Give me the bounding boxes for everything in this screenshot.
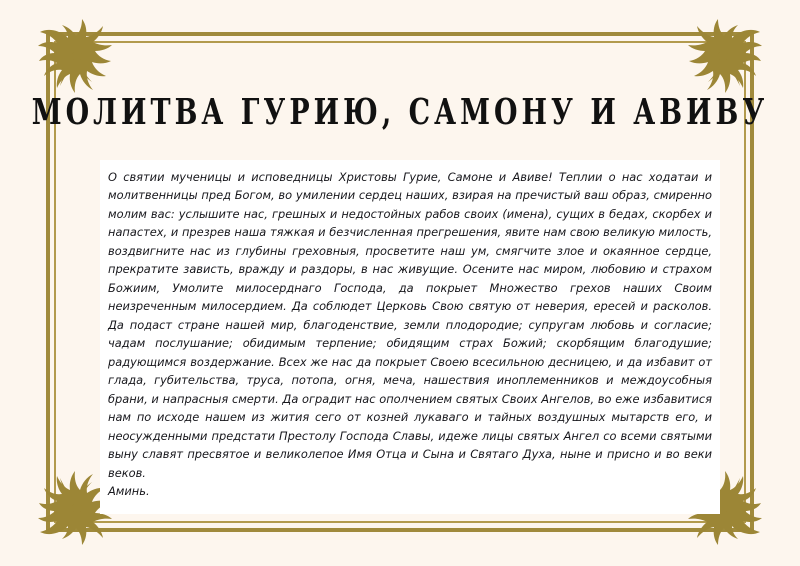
page-title: МОЛИТВА ГУРИЮ, САМОНУ И АВИВУ xyxy=(31,92,769,134)
prayer-body-text: О святии мученицы и исповедницы Христовы Гурие, Самоне и Авиве! Теплии о нас ходатаи и молитвенницы пред Богом, во умилении сердец наших, взирая на пречистый ваш образ, смиренно молим вас: услышите нас, грешных и недостойных рабов своих (имена), сущих в бедах, скорбех и напастех, и презрев наша тяжкая и безчисленная прегрешения, явите нам свою великую милость, воздвигните нас из глубины греховныя, просветите наш ум, смягчите злое и окаянное сердце, прекратите зависть, вражду и раздоры, в нас живущие. Осените нас миром, любовию и страхом Божиим, Умолите милосерднаго Господа, да покрыет Множество грехов наших Своим неизреченным милосердием. Да соблюдет Церковь Свою святую от неверия, ересей и расколов. Да подаст стране нашей мир, благоденствие, земли плодородие; супругам любовь и согласие; чадам послушание; обидимым терпение; обидящим страх Божий; скорбящим благодушие; радующимся воздержание. Всех же нас да покрыет Своею всесильною десницею, и да избавит от глада, губительства, труса, потопа, огня, меча, нашествия иноплеменников и междоусобныя брани, и напрасныя смерти. Да оградит нас ополчением святых Своих Ангелов, во еже избавитися нам по исходе нашем из жития сего от козней лукаваго и тайных воздушных мытарств его, и неосужденными предстати Престолу Господа Славы, идеже лицы святых Ангел со всеми святыми выну славят пресвятое и великолепое Имя Отца и Сына и Святаго Духа, ныне и присно и во веки веков. xyxy=(108,170,712,480)
prayer-text-panel xyxy=(100,160,720,514)
prayer-amen-text: Аминь. xyxy=(108,483,150,498)
